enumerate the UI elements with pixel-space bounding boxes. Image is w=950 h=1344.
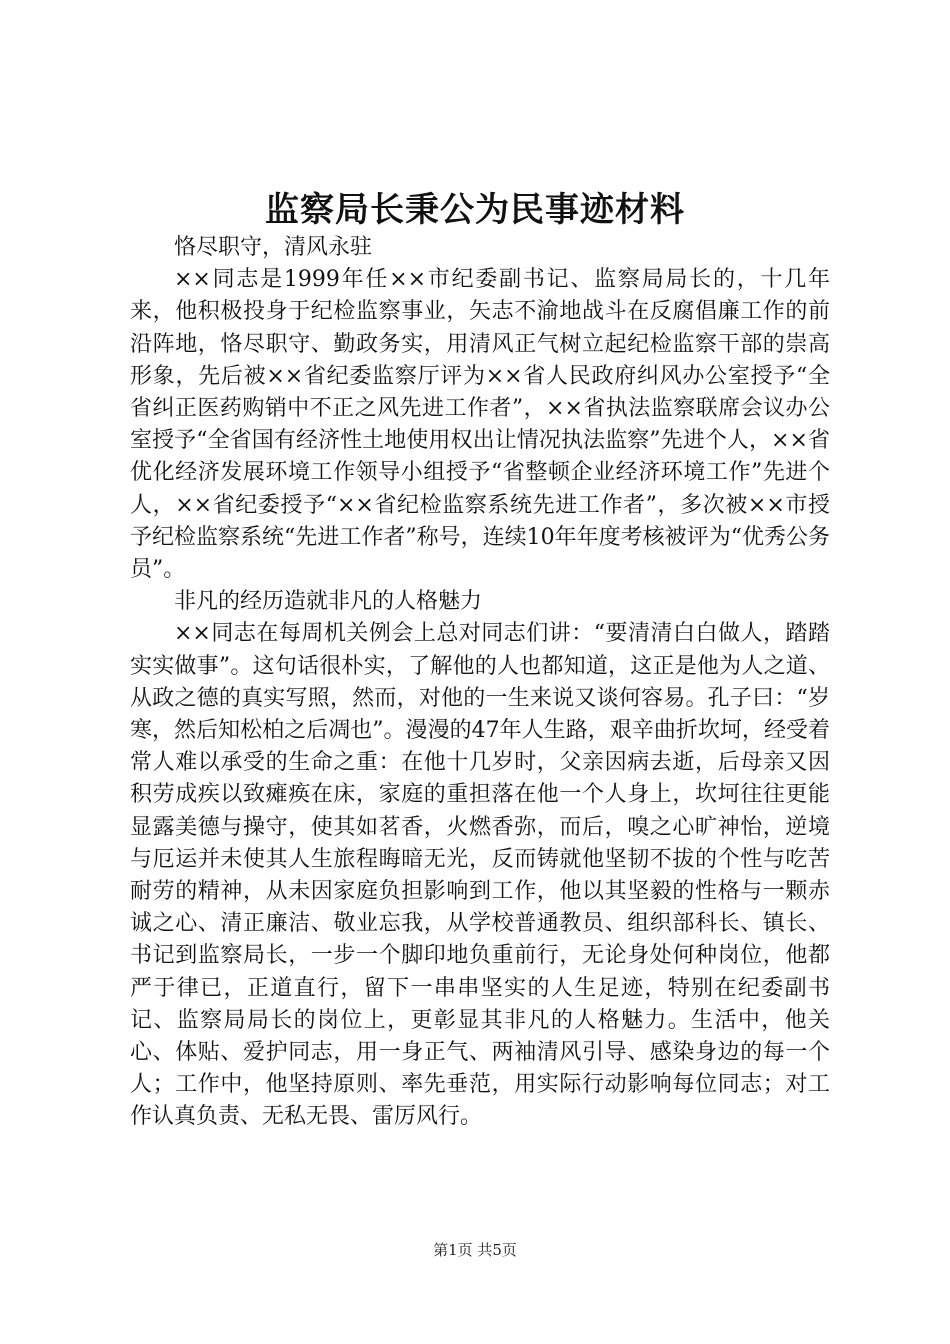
document-body [130, 232, 830, 1134]
paragraph-2: ××同志在每周机关例会上总对同志们讲：“要清清白白做人，踏踏实实做事”。这句话很朴实，了解他的人也都知道，这正是他为人之道、从政之德的真实写照，然而，对他的一生来说又谈何容易。孔子曰：“岁寒，然后知松柏之后凋也”。漫漫的47年人生路，艰辛曲折坎坷，经受着常人难以承受的生命之重：在他十几岁时，父亲因病去逝，后母亲又因积劳成疾以致瘫痪在床，家庭的重担落在他一个人身上，坎坷往往更能显露美德与操守，使其如茗香，火燃香弥，而后，嗅之心旷神怡，逆境与厄运并未使其人生旅程晦暗无光，反而铸就他坚韧不拔的个性与吃苦耐劳的精神，从未因家庭负担影响到工作，他以其坚毅的性格与一颗赤诚之心、清正廉洁、敬业忘我，从学校普通教员、组织部科长、镇长、书记到监察局长，一步一个脚印地负重前行，无论身处何种岗位，他都严于律已，正道直行，留下一串串坚实的人生足迹，特别在纪委副书记、监察局局长的岗位上，更彰显其非凡的人格魅力。生活中，他关心、体贴、爱护同志，用一身正气、两袖清风引导、感染身边的每一个人；工作中，他坚持原则、率先垂范，用实际行动影响每位同志；对工作认真负责、无私无畏、雷厉风行。 [130, 621, 830, 1130]
page-number: 第1页 共5页 [433, 1241, 517, 1259]
section-heading-1: 恪尽职守，清风永驻 [174, 235, 373, 260]
document-title: 监察局长秉公为民事迹材料 [265, 190, 685, 230]
paragraph-1: ××同志是1999年任××市纪委副书记、监察局局长的，十几年来，他积极投身于纪检监察事业，矢志不渝地战斗在反腐倡廉工作的前沿阵地，恪尽职守、勤政务实，用清风正气树立起纪检监察干部的崇高形象，先后被××省纪委监察厅评为××省人民政府纠风办公室授予“全省纠正医药购销中不正之风先进工作者”，××省执法监察联席会议办公室授予“全省国有经济性土地使用权出让情况执法监察”先进个人，××省优化经济发展环境工作领导小组授予“省整顿企业经济环境工作”先进个人，××省纪委授予“××省纪检监察系统先进工作者”，多次被××市授予纪检监察系统“先进工作者”称号，连续10年年度考核被评为“优秀公务员”。 [130, 267, 830, 583]
section-heading-2: 非凡的经历造就非凡的人格魅力 [174, 589, 483, 615]
